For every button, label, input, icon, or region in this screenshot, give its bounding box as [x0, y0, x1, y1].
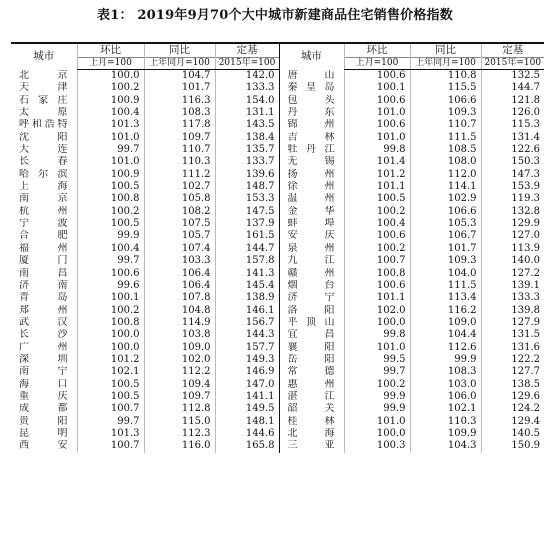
city-name: 南京 [19, 193, 68, 205]
fixed-value: 126.0 [481, 107, 544, 119]
mom-value: 101.2 [77, 354, 144, 366]
city-name: 广州 [19, 341, 68, 353]
mom-value: 99.7 [77, 416, 144, 428]
fixed-value: 139.6 [215, 169, 279, 181]
header-mom-right: 环比 [344, 43, 410, 58]
city-name: 宜昌 [279, 329, 344, 341]
mom-value: 100.5 [77, 391, 144, 403]
table-row [11, 342, 544, 354]
mom-value: 101.0 [77, 156, 144, 168]
city-name: 济宁 [279, 292, 344, 304]
header-mom-base-left: 上月=100 [77, 58, 144, 70]
fixed-value: 122.6 [481, 144, 544, 156]
mom-value: 99.5 [344, 354, 410, 366]
yoy-value: 115.0 [144, 416, 215, 428]
fixed-value: 149.3 [215, 354, 279, 366]
mom-value: 101.3 [77, 428, 144, 440]
table-row [11, 243, 544, 255]
mom-value: 99.9 [344, 391, 410, 403]
fixed-value: 131.6 [481, 342, 544, 354]
city-name: 天津 [19, 82, 68, 94]
fixed-value: 150.9 [481, 440, 544, 452]
city-name: 烟台 [279, 280, 344, 292]
mom-value: 100.0 [77, 342, 144, 354]
yoy-value: 111.5 [410, 132, 481, 144]
table-row [11, 181, 544, 193]
yoy-value: 104.7 [144, 70, 215, 83]
fixed-value: 144.7 [481, 82, 544, 94]
table-row [11, 218, 544, 230]
table-row [11, 366, 544, 378]
fixed-value: 132.8 [481, 206, 544, 218]
city-name: 长春 [19, 156, 68, 168]
city-name: 成都 [19, 403, 68, 415]
mom-value: 100.2 [344, 379, 410, 391]
yoy-value: 109.7 [144, 391, 215, 403]
yoy-value: 102.9 [410, 193, 481, 205]
mom-value: 99.7 [344, 366, 410, 378]
yoy-value: 105.7 [144, 230, 215, 242]
mom-value: 100.9 [77, 169, 144, 181]
mom-value: 100.2 [77, 206, 144, 218]
yoy-value: 109.9 [410, 428, 481, 440]
fixed-value: 122.2 [481, 354, 544, 366]
city-name: 秦皇岛 [279, 82, 344, 94]
city-name: 哈尔滨 [19, 168, 68, 180]
table-row [11, 329, 544, 341]
city-name: 三亚 [279, 440, 344, 452]
city-name: 常德 [279, 366, 344, 378]
table-row [11, 107, 544, 119]
fixed-value: 113.9 [481, 243, 544, 255]
yoy-value: 102.0 [144, 354, 215, 366]
table-row [11, 255, 544, 267]
fixed-value: 147.0 [215, 379, 279, 391]
mom-value: 100.0 [77, 70, 144, 83]
fixed-value: 133.7 [215, 156, 279, 168]
city-name: 青岛 [19, 292, 68, 304]
mom-value: 99.7 [77, 144, 144, 156]
table-row [11, 206, 544, 218]
city-name: 呼和浩特 [19, 119, 68, 131]
mom-value: 100.1 [77, 292, 144, 304]
table-row [11, 156, 544, 168]
table-row [11, 193, 544, 205]
table-row [11, 82, 544, 94]
fixed-value: 127.2 [481, 268, 544, 280]
yoy-value: 106.6 [410, 206, 481, 218]
yoy-value: 107.5 [144, 218, 215, 230]
city-name: 无锡 [279, 156, 344, 168]
header-fixed-left: 定基 [215, 43, 279, 58]
mom-value: 101.4 [344, 156, 410, 168]
table-row [11, 379, 544, 391]
table-title: 表1： 2019年9月70个大中城市新建商品住宅销售价格指数 [97, 8, 453, 23]
fixed-value: 145.4 [215, 280, 279, 292]
header-yoy-base-right: 上年同月=100 [410, 58, 481, 70]
fixed-value: 137.9 [215, 218, 279, 230]
table-row [11, 317, 544, 329]
fixed-value: 135.7 [215, 144, 279, 156]
mom-value: 102.1 [77, 366, 144, 378]
city-name: 赣州 [279, 268, 344, 280]
mom-value: 100.6 [344, 119, 410, 131]
city-name: 温州 [279, 193, 344, 205]
fixed-value: 131.4 [481, 132, 544, 144]
city-name: 北京 [19, 69, 68, 81]
fixed-value: 121.8 [481, 95, 544, 107]
mom-value: 100.6 [344, 280, 410, 292]
fixed-value: 156.7 [215, 317, 279, 329]
price-index-table [11, 42, 544, 453]
mom-value: 101.1 [344, 181, 410, 193]
city-name: 石家庄 [19, 94, 68, 106]
mom-value: 100.5 [77, 379, 144, 391]
yoy-value: 102.1 [410, 403, 481, 415]
city-name: 海口 [19, 378, 68, 390]
table-row [11, 305, 544, 317]
yoy-value: 110.7 [144, 144, 215, 156]
mom-value: 99.8 [344, 329, 410, 341]
table-row [11, 391, 544, 403]
city-name: 合肥 [19, 230, 68, 242]
fixed-value: 132.5 [481, 70, 544, 83]
fixed-value: 148.7 [215, 181, 279, 193]
mom-value: 100.2 [77, 82, 144, 94]
yoy-value: 111.2 [144, 169, 215, 181]
table-row [11, 132, 544, 144]
mom-value: 100.6 [344, 70, 410, 83]
fixed-value: 153.3 [215, 193, 279, 205]
yoy-value: 112.8 [144, 403, 215, 415]
mom-value: 100.6 [344, 95, 410, 107]
fixed-value: 138.5 [481, 379, 544, 391]
city-name: 西安 [19, 440, 68, 452]
city-name: 长沙 [19, 329, 68, 341]
mom-value: 101.1 [344, 292, 410, 304]
fixed-value: 157.7 [215, 342, 279, 354]
city-name: 上海 [19, 181, 68, 193]
fixed-value: 143.5 [215, 119, 279, 131]
city-name: 武汉 [19, 316, 68, 328]
mom-value: 100.2 [77, 305, 144, 317]
mom-value: 100.7 [344, 255, 410, 267]
mom-value: 100.4 [77, 243, 144, 255]
fixed-value: 149.5 [215, 403, 279, 415]
fixed-value: 147.5 [215, 206, 279, 218]
mom-value: 99.6 [77, 280, 144, 292]
fixed-value: 127.7 [481, 366, 544, 378]
city-name: 泉州 [279, 243, 344, 255]
yoy-value: 112.6 [410, 342, 481, 354]
mom-value: 101.0 [77, 132, 144, 144]
yoy-value: 102.7 [144, 181, 215, 193]
city-name: 重庆 [19, 390, 68, 402]
city-name: 南宁 [19, 366, 68, 378]
header-city-right: 城市 [279, 43, 344, 70]
yoy-value: 110.3 [144, 156, 215, 168]
yoy-value: 103.8 [144, 329, 215, 341]
yoy-value: 109.0 [410, 317, 481, 329]
mom-value: 100.3 [344, 440, 410, 452]
yoy-value: 104.3 [410, 440, 481, 452]
fixed-value: 141.1 [215, 391, 279, 403]
city-name: 沈阳 [19, 131, 68, 143]
fixed-value: 138.9 [215, 292, 279, 304]
city-name: 平顶山 [279, 317, 344, 329]
header-mom-left: 环比 [77, 43, 144, 58]
city-name: 桂林 [279, 416, 344, 428]
mom-value: 99.9 [77, 230, 144, 242]
fixed-value: 140.5 [481, 428, 544, 440]
fixed-value: 124.2 [481, 403, 544, 415]
city-name: 郑州 [19, 304, 68, 316]
city-name: 丹东 [279, 107, 344, 119]
yoy-value: 110.8 [410, 70, 481, 83]
fixed-value: 147.3 [481, 169, 544, 181]
mom-value: 101.0 [344, 342, 410, 354]
yoy-value: 104.4 [410, 329, 481, 341]
yoy-value: 117.8 [144, 119, 215, 131]
header-city-left: 城市 [33, 50, 55, 63]
mom-value: 99.7 [77, 255, 144, 267]
city-name: 惠州 [279, 379, 344, 391]
yoy-value: 104.8 [144, 305, 215, 317]
fixed-value: 131.5 [481, 329, 544, 341]
header-yoy-right: 同比 [410, 43, 481, 58]
fixed-value: 144.6 [215, 428, 279, 440]
yoy-value: 112.0 [410, 169, 481, 181]
yoy-value: 101.7 [410, 243, 481, 255]
fixed-value: 141.3 [215, 268, 279, 280]
yoy-value: 115.5 [410, 82, 481, 94]
yoy-value: 104.0 [410, 268, 481, 280]
yoy-value: 109.3 [410, 255, 481, 267]
mom-value: 100.7 [77, 403, 144, 415]
mom-value: 101.2 [344, 169, 410, 181]
fixed-value: 148.1 [215, 416, 279, 428]
yoy-value: 106.7 [410, 230, 481, 242]
fixed-value: 138.4 [215, 132, 279, 144]
header-fixed-base-left: 2015年=100 [215, 58, 279, 70]
city-name: 锦州 [279, 119, 344, 131]
yoy-value: 99.9 [410, 354, 481, 366]
table-row [11, 354, 544, 366]
mom-value: 100.7 [77, 440, 144, 452]
table-row [11, 119, 544, 131]
fixed-value: 153.9 [481, 181, 544, 193]
city-name: 太原 [19, 107, 68, 119]
mom-value: 100.8 [77, 317, 144, 329]
yoy-value: 113.4 [410, 292, 481, 304]
city-name: 福州 [19, 242, 68, 254]
city-name: 湛江 [279, 391, 344, 403]
mom-value: 100.5 [77, 181, 144, 193]
mom-value: 101.0 [344, 416, 410, 428]
yoy-value: 116.2 [410, 305, 481, 317]
fixed-value: 154.0 [215, 95, 279, 107]
header-fixed-right: 定基 [481, 43, 544, 58]
fixed-value: 129.4 [481, 416, 544, 428]
mom-value: 100.9 [77, 95, 144, 107]
table-row [11, 95, 544, 107]
city-name: 唐山 [279, 70, 344, 83]
table-body [11, 70, 544, 453]
city-name: 洛阳 [279, 305, 344, 317]
yoy-value: 110.3 [410, 416, 481, 428]
mom-value: 100.6 [344, 230, 410, 242]
table-row [11, 403, 544, 415]
table-row [11, 280, 544, 292]
yoy-value: 103.0 [410, 379, 481, 391]
city-name: 深圳 [19, 353, 68, 365]
mom-value: 100.2 [344, 243, 410, 255]
city-name: 扬州 [279, 169, 344, 181]
fixed-value: 146.1 [215, 305, 279, 317]
yoy-value: 109.4 [144, 379, 215, 391]
mom-value: 100.0 [77, 329, 144, 341]
table-row [11, 428, 544, 440]
city-name: 贵阳 [19, 415, 68, 427]
city-name: 杭州 [19, 205, 68, 217]
yoy-value: 106.4 [144, 280, 215, 292]
city-name: 厦门 [19, 255, 68, 267]
yoy-value: 108.3 [144, 107, 215, 119]
mom-value: 100.4 [77, 107, 144, 119]
yoy-value: 103.3 [144, 255, 215, 267]
fixed-value: 150.3 [481, 156, 544, 168]
header-yoy-base-left: 上年同月=100 [144, 58, 215, 70]
city-name: 徐州 [279, 181, 344, 193]
fixed-value: 129.6 [481, 391, 544, 403]
mom-value: 101.0 [344, 132, 410, 144]
city-name: 宁波 [19, 218, 68, 230]
yoy-value: 106.0 [410, 391, 481, 403]
city-name: 九江 [279, 255, 344, 267]
mom-value: 101.0 [344, 107, 410, 119]
yoy-value: 108.3 [410, 366, 481, 378]
fixed-value: 129.9 [481, 218, 544, 230]
table-row [11, 230, 544, 242]
fixed-value: 133.3 [481, 292, 544, 304]
fixed-value: 140.0 [481, 255, 544, 267]
header-yoy-left: 同比 [144, 43, 215, 58]
header-fixed-base-right: 2015年=100 [481, 58, 544, 70]
yoy-value: 106.4 [144, 268, 215, 280]
fixed-value: 127.0 [481, 230, 544, 242]
city-name: 大连 [19, 144, 68, 156]
yoy-value: 108.2 [144, 206, 215, 218]
table-row [11, 292, 544, 304]
yoy-value: 110.7 [410, 119, 481, 131]
fixed-value: 146.9 [215, 366, 279, 378]
fixed-value: 142.0 [215, 70, 279, 83]
city-name: 吉林 [279, 132, 344, 144]
table-row [11, 169, 544, 181]
mom-value: 100.0 [344, 428, 410, 440]
yoy-value: 106.6 [410, 95, 481, 107]
fixed-value: 133.3 [215, 82, 279, 94]
yoy-value: 107.4 [144, 243, 215, 255]
city-name: 昆明 [19, 427, 68, 439]
city-name: 包头 [279, 95, 344, 107]
mom-value: 100.8 [77, 193, 144, 205]
table-row [11, 416, 544, 428]
mom-value: 100.8 [344, 268, 410, 280]
city-name: 襄阳 [279, 342, 344, 354]
city-name: 韶关 [279, 403, 344, 415]
city-name: 金华 [279, 206, 344, 218]
yoy-value: 111.5 [410, 280, 481, 292]
yoy-value: 101.7 [144, 82, 215, 94]
fixed-value: 144.7 [215, 243, 279, 255]
fixed-value: 127.9 [481, 317, 544, 329]
mom-value: 99.8 [344, 144, 410, 156]
yoy-value: 107.8 [144, 292, 215, 304]
mom-value: 100.2 [344, 206, 410, 218]
mom-value: 100.0 [344, 317, 410, 329]
header-mom-base-right: 上月=100 [344, 58, 410, 70]
yoy-value: 108.0 [410, 156, 481, 168]
yoy-value: 114.1 [410, 181, 481, 193]
table-row [11, 440, 544, 452]
yoy-value: 109.7 [144, 132, 215, 144]
fixed-value: 161.5 [215, 230, 279, 242]
fixed-value: 119.3 [481, 193, 544, 205]
city-name: 安庆 [279, 230, 344, 242]
mom-value: 100.5 [77, 218, 144, 230]
mom-value: 100.6 [77, 268, 144, 280]
city-name: 北海 [279, 428, 344, 440]
mom-value: 99.9 [344, 403, 410, 415]
mom-value: 102.0 [344, 305, 410, 317]
fixed-value: 131.1 [215, 107, 279, 119]
fixed-value: 139.8 [481, 305, 544, 317]
fixed-value: 165.8 [215, 440, 279, 452]
mom-value: 100.1 [344, 82, 410, 94]
yoy-value: 105.3 [410, 218, 481, 230]
yoy-value: 116.3 [144, 95, 215, 107]
yoy-value: 116.0 [144, 440, 215, 452]
yoy-value: 112.3 [144, 428, 215, 440]
mom-value: 100.4 [344, 218, 410, 230]
city-name: 岳阳 [279, 354, 344, 366]
fixed-value: 157.8 [215, 255, 279, 267]
city-name: 牡丹江 [279, 144, 344, 156]
city-name: 蚌埠 [279, 218, 344, 230]
yoy-value: 105.8 [144, 193, 215, 205]
table-row [11, 70, 544, 83]
city-name: 济南 [19, 279, 68, 291]
mom-value: 101.3 [77, 119, 144, 131]
fixed-value: 144.3 [215, 329, 279, 341]
yoy-value: 109.0 [144, 342, 215, 354]
table-row [11, 144, 544, 156]
city-name: 南昌 [19, 267, 68, 279]
yoy-value: 109.3 [410, 107, 481, 119]
yoy-value: 108.5 [410, 144, 481, 156]
table-row [11, 268, 544, 280]
yoy-value: 114.9 [144, 317, 215, 329]
mom-value: 100.5 [344, 193, 410, 205]
fixed-value: 115.3 [481, 119, 544, 131]
fixed-value: 139.1 [481, 280, 544, 292]
yoy-value: 112.2 [144, 366, 215, 378]
